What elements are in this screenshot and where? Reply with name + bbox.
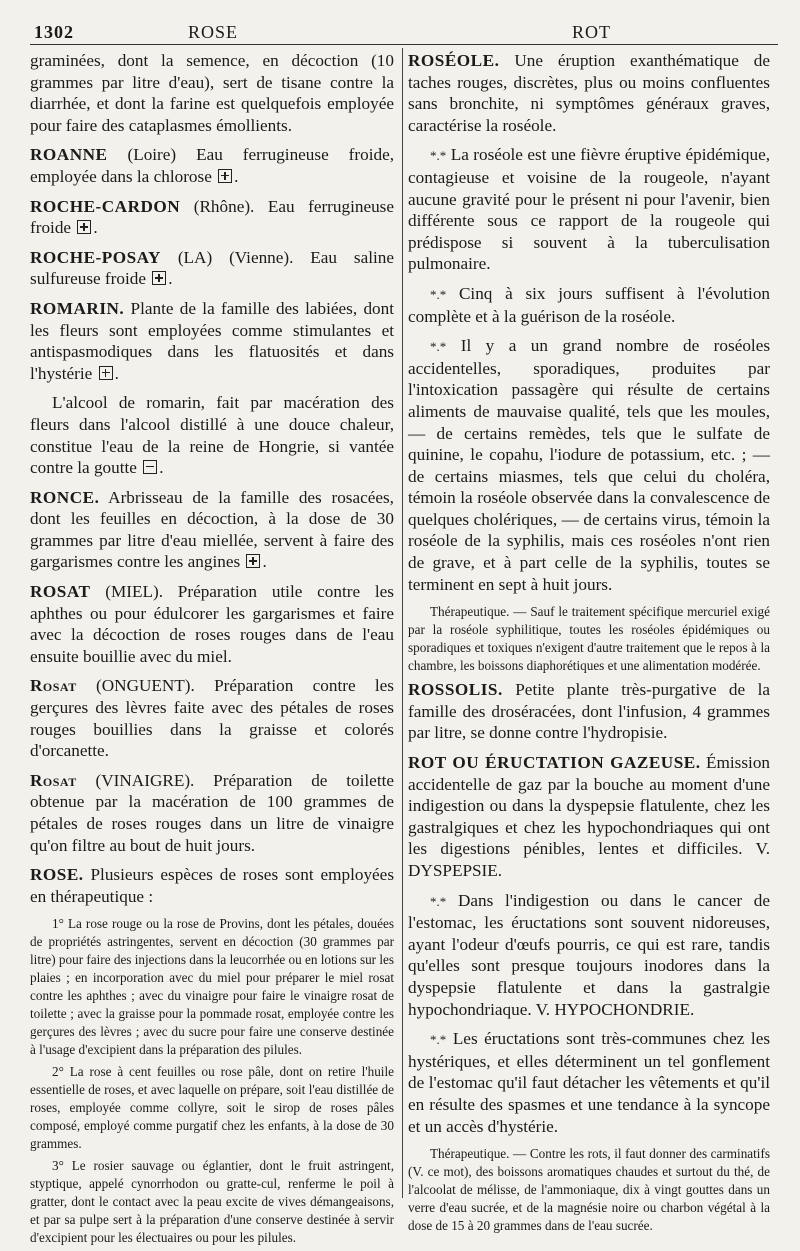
- entry-romarin: ROMARIN. Plante de la famille des labiées, dont les fleurs sont employées comme stimulantes et antispasmodiques dans les flatuosités et dans l'hystérie .: [30, 298, 395, 383]
- headword-roseole: ROSÉOLE.: [408, 51, 500, 70]
- plus-box-icon: [152, 271, 166, 285]
- headword-roche-cardon: ROCHE-CARDON: [30, 196, 181, 216]
- rot-paragraph-3: *.* Les éructations sont très-communes chez les hystériques, et elles déterminent un tel gonflement de l'estomac qu'il faut détacher les vêtements et qu'il en résulte des spasmes et une tendance à la syncope et un accès d'hystérie.: [408, 1029, 771, 1136]
- headword-roche-posay: ROCHE-POSAY: [30, 247, 161, 267]
- asterism-icon: *.*: [430, 893, 447, 909]
- header-rule: [30, 44, 778, 45]
- headword-rosat-onguent: Rosat: [30, 676, 77, 696]
- page-number: 1302: [34, 22, 74, 42]
- plus-box-icon: [246, 554, 260, 568]
- roseole-paragraph-2: *.* La roséole est une fièvre éruptive épidémique, contagieuse et voisine de la rougeole, n'ayant aucune gravité pour le présent ni pour l'avenir, bien différente sous ce rapport de la rougeole qui prédispose si souvent à la tuberculisation pulmonaire.: [408, 145, 770, 274]
- plus-box-icon: [77, 220, 91, 234]
- right-running-title: ROT: [572, 22, 611, 42]
- entry-rosat-vinaigre: Rosat (VINAIGRE). Préparation de toilette obtenue par la macération de 100 grammes de pétales de roses rouges dans un litre de vinaigre qu'on filtre au bout de huit jours.: [30, 770, 394, 855]
- roseole-paragraph-4: *.* Il y a un grand nombre de roséoles accidentelles, sporadiques, produites par l'intoxication passagère qui résulte de certains aliments de mauvaise qualité, tels que les moules, — de certains remèdes, tels que le sulfate de quinine, le copahu, l'iodure de potassium, etc. ; — de certains miasmes, tels que celui du choléra, témoin la roséole observée dans la convalescence de quelques cholériques, — de certains virus, témoin la roséole de la syphilis, mais ces roséoles n'ont rien de grave, et à part celle de la syphilis, toutes se terminent en sept à huit jours.: [408, 336, 771, 594]
- entry-rosat-onguent: Rosat (ONGUENT). Préparation contre les gerçures des lèvres faite avec des pétales de roses rouges bouillies dans la graisse et colorés d'orcanette.: [30, 676, 394, 761]
- rot-paragraph-2: *.* Dans l'indigestion ou dans le cancer de l'estomac, les éructations sont souvent nidoreuses, ayant l'odeur d'œufs pourris, ce qui est rare, tandis qu'elles sont presque toujours inodores dans la dyspepsie flatulente et dans la gastralgie hypochondriaque. V. HYPOCHONDRIE.: [408, 890, 771, 1019]
- headword-romarin: ROMARIN.: [30, 298, 125, 318]
- left-running-title: ROSE: [188, 22, 239, 42]
- left-column: [30, 50, 394, 1251]
- entry-roche-posay: ROCHE-POSAY (LA) (Vienne). Eau saline sulfureuse froide .: [30, 247, 395, 289]
- rose-item-2: 2° La rose à cent feuilles ou rose pâle, dont on retire l'huile essentielle de roses, et avec laquelle on prépare, soit l'eau distillée de roses, employée comme collyre, soit le sirop de roses pâles composé, employé comme purgatif chez les enfants, à la dose de 30 grammes.: [30, 1064, 394, 1152]
- headword-roanne: ROANNE: [30, 145, 108, 165]
- roseole-therapeutique: Thérapeutique. — Sauf le traitement spécifique mercuriel exigé par la roséole syphilitique, toutes les roséoles épidémiques ou sporadiques et toxiques n'exigent d'autre traitement que le repos à la chambre, les boissons diaphorétiques et une alimentation modérée.: [408, 604, 770, 674]
- minus-box-icon: [143, 460, 157, 474]
- column-divider: [402, 48, 403, 1198]
- entry-rot: ROT OU ÉRUCTATION GAZEUSE. Émission accidentelle de gaz par la bouche au moment d'une indigestion ou dans la dyspepsie flatulente, chez les gastralgiques et chez les hypochondriaques qui ont les digestions pénibles, lentes et difficiles. V. DYSPEPSIE.: [408, 753, 771, 880]
- headword-rosat-vinaigre: Rosat: [30, 770, 77, 790]
- romarin-paragraph: L'alcool de romarin, fait par macération des fleurs dans l'alcool distillé à une douce chaleur, constitue l'eau de la reine de Hongrie, si vantée contre la goutte .: [30, 393, 394, 478]
- asterism-icon: *.*: [430, 1032, 447, 1048]
- asterism-icon: *.*: [430, 286, 447, 302]
- roseole-paragraph-3: *.* Cinq à six jours suffisent à l'évolution complète et à la guérison de la roséole.: [408, 283, 771, 326]
- right-column: [408, 50, 770, 1239]
- rot-therapeutique: Thérapeutique. — Contre les rots, il faut donner des carminatifs (V. ce mot), des boissons aromatiques chaudes et surtout du thé, de l'alcoolat de mélisse, de l'ammoniaque, dix à vingt gouttes dans un verre d'eau sucrée, et de la magnésie noire ou charbon végétal à la dose de 15 à 20 grammes dans de l'eau sucrée.: [408, 1146, 770, 1234]
- entry-ronce: RONCE. Arbrisseau de la famille des rosacées, dont les feuilles en décoction, à la dose de 30 grammes par litre d'eau miellée, servent à faire des gargarismes contre les angines .: [30, 487, 394, 572]
- headword-rossolis: ROSSOLIS.: [408, 680, 503, 700]
- entry-rosat-miel: ROSAT (MIEL). Préparation utile contre les aphthes ou pour édulcorer les gargarismes et faire avec la décoction de roses rouges dans de l'eau ensuite bouillie avec du miel.: [30, 582, 394, 666]
- asterism-icon: *.*: [430, 148, 447, 164]
- entry-rossolis: ROSSOLIS. Petite plante très-purgative de la famille des droséracées, dont l'infusion, 4 grammes par litre, se donne contre l'hydropisie.: [408, 680, 770, 743]
- headword-rot: ROT OU ÉRUCTATION GAZEUSE.: [408, 753, 701, 773]
- headword-rosat: ROSAT: [30, 582, 91, 602]
- headword-ronce: RONCE.: [30, 487, 100, 507]
- entry-roseole: ROSÉOLE. Une éruption exanthématique de taches rouges, discrètes, plus ou moins confluentes sans bronchite, ni symptômes généraux graves, caractérise la roséole.: [408, 51, 770, 135]
- plus-box-icon: [218, 169, 232, 183]
- rose-item-3: 3° Le rosier sauvage ou églantier, dont le fruit astringent, styptique, appelé cynorrhodon ou gratte-cul, renferme le poil à gratter, dont le contact avec la peau excite de vives démangeaisons, et par sa pulpe sert à la préparation d'une conserve destinée à servir d'excipient pour les électuaires ou pour les pilules.: [30, 1158, 394, 1246]
- entry-graminees: graminées, dont la semence, en décoction (10 grammes par litre d'eau), sert de tisane contre la diarrhée, et dont la farine est quelquefois employée pour faire des cataplasmes émollients.: [30, 51, 394, 135]
- rose-item-1: 1° La rose rouge ou la rose de Provins, dont les pétales, douées de propriétés astringentes, servent en décoction (30 grammes par litre) pour faire des injections dans la leucorrhée ou en lotions sur les plaies ; en incorporation avec du miel pour préparer le miel rosat contre les aphthes ; avec du vinaigre pour faire le vinaigre rosat de toilette ; avec la graisse pour la pommade rosat, employée contre les gerçures des lèvres ; avec du sucre pour faire une conserve destinée à l'usage d'excipient dans la préparation des pilules.: [30, 916, 395, 1058]
- entry-rose: ROSE. Plusieurs espèces de roses sont employées en thérapeutique :: [30, 865, 395, 906]
- asterism-icon: *.*: [430, 339, 447, 355]
- plus-box-icon: [99, 366, 113, 380]
- entry-roche-cardon: ROCHE-CARDON (Rhône). Eau ferrugineuse froide .: [30, 196, 394, 238]
- entry-roanne: ROANNE (Loire) Eau ferrugineuse froide, employée dans la chlorose .: [30, 145, 395, 186]
- headword-rose: ROSE.: [30, 865, 84, 885]
